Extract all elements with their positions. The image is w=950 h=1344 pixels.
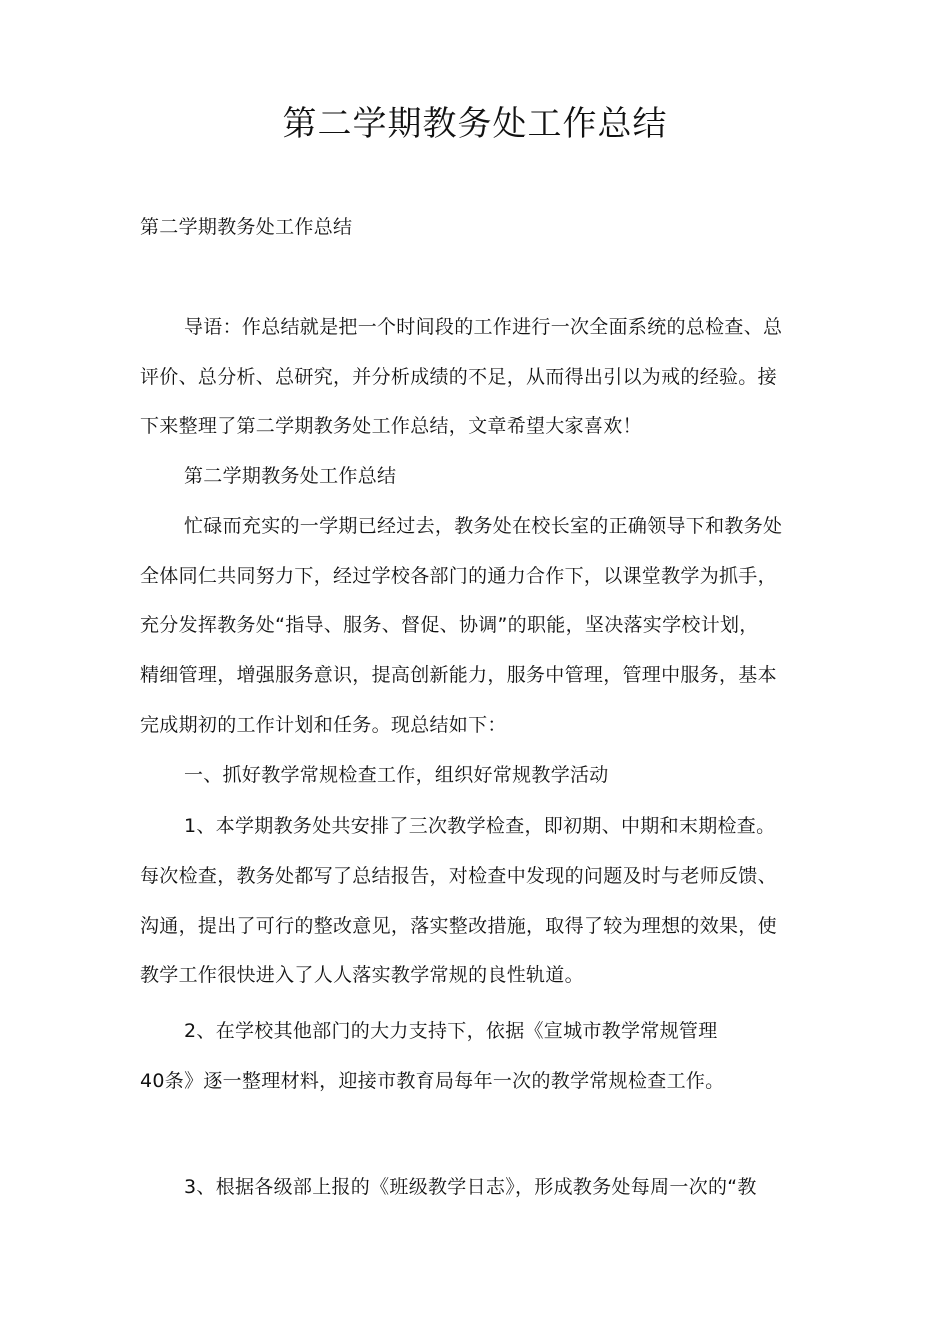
paragraph-line: 充分发挥教务处“指导、服务、督促、协调”的职能，坚决落实学校计划，	[140, 614, 759, 636]
section-heading: 一、抓好教学常规检查工作，组织好常规教学活动	[184, 764, 609, 786]
paragraph-line: 忙碌而充实的一学期已经过去，教务处在校长室的正确领导下和教务处	[184, 515, 783, 537]
document-title: 第二学期教务处工作总结	[282, 104, 668, 144]
paragraph-line: 3、根据各级部上报的《班级教学日志》，形成教务处每周一次的“教	[184, 1176, 757, 1198]
paragraph-line: 精细管理，增强服务意识，提高创新能力，服务中管理，管理中服务，基本	[140, 664, 777, 686]
paragraph-line: 导语：作总结就是把一个时间段的工作进行一次全面系统的总检查、总	[184, 316, 783, 338]
paragraph-line: 沟通，提出了可行的整改意见，落实整改措施，取得了较为理想的效果，使	[140, 915, 777, 937]
paragraph-line: 完成期初的工作计划和任务。现总结如下：	[140, 714, 507, 736]
document-subtitle: 第二学期教务处工作总结	[140, 216, 353, 238]
paragraph-line: 评价、总分析、总研究，并分析成绩的不足，从而得出引以为戒的经验。接	[140, 366, 777, 388]
paragraph-line: 1、本学期教务处共安排了三次教学检查，即初期、中期和末期检查。	[184, 815, 776, 837]
paragraph-line: 下来整理了第二学期教务处工作总结，文章希望大家喜欢！	[140, 415, 642, 437]
paragraph-line: 每次检查，教务处都写了总结报告，对检查中发现的问题及时与老师反馈、	[140, 865, 777, 887]
section-heading: 第二学期教务处工作总结	[184, 465, 397, 487]
paragraph-line: 教学工作很快进入了人人落实教学常规的良性轨道。	[140, 964, 584, 986]
paragraph-line: 全体同仁共同努力下，经过学校各部门的通力合作下，以课堂教学为抓手，	[140, 565, 777, 587]
paragraph-line: 40条》逐一整理材料，迎接市教育局每年一次的教学常规检查工作。	[140, 1070, 725, 1092]
paragraph-line: 2、在学校其他部门的大力支持下，依据《宣城市教学常规管理	[184, 1020, 718, 1042]
